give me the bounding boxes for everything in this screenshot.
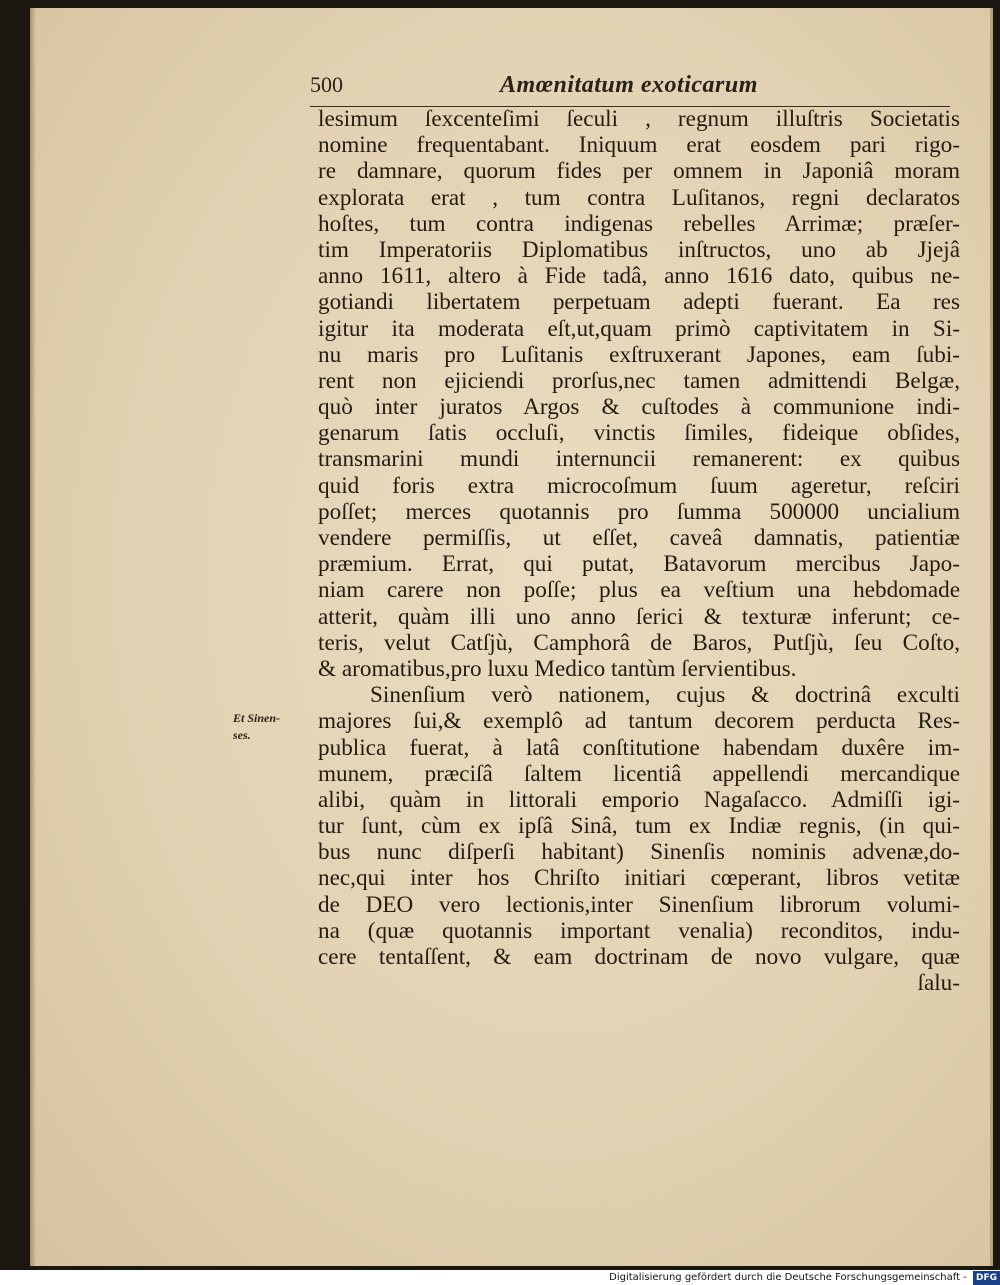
text-line: Sinenſium verò nationem, cujus & doctrinâ exculti [370, 682, 960, 709]
text-line: quò inter juratos Argos & cuſtodes à communione indi- [318, 394, 960, 421]
text-line: rent non ejiciendi prorſus,nec tamen admittendi Belgæ, [318, 367, 960, 394]
text-line: genarum ſatis occluſi, vinctis ſimiles, fideique obſides, [318, 420, 960, 447]
text-line: nomine frequentabant. Iniquum erat eosdem pari rigo- [318, 132, 960, 159]
text-line: na (quæ quotannis important venalia) reconditos, indu- [318, 917, 960, 944]
text-line: vendere permiſſis, ut eſſet, caveâ damnatis, patientiæ [318, 525, 960, 551]
text-line: lesimum ſexcenteſimi ſeculi , regnum illuſtris Societatis [318, 106, 960, 132]
body-text [318, 106, 960, 996]
margin-note [233, 710, 313, 744]
text-line: tim Imperatoriis Diplomatibus inſtructos, uno ab Jjejâ [318, 236, 960, 263]
text-line: igitur ita moderata eſt,ut,quam primò captivitatem in Si- [318, 315, 960, 342]
text-line: de DEO vero lectionis,inter Sinenſium librorum volumi- [318, 891, 960, 918]
text-line: tur ſunt, cùm ex ipſâ Sinâ, tum ex Indiæ regnis, (in qui- [318, 813, 960, 840]
margin-note-line: Et Sinen- [233, 711, 281, 725]
text-line: quid foris extra microcoſmum ſuum ageretur, reſciri [318, 472, 960, 499]
page-number: 500 [310, 72, 343, 97]
text-line: & aromatibus,pro luxu Medico tantùm ſervientibus. [318, 655, 797, 682]
text-line: majores ſui,& exemplô ad tantum decorem perducta Res- [318, 708, 960, 735]
text-line: explorata erat , tum contra Luſitanos, regni declaratos [318, 184, 960, 211]
text-line: niam carere non poſſe; plus ea veſtium una hebdomade [318, 577, 960, 604]
text-line: nu maris pro Luſitanis exſtruxerant Japones, eam ſubi- [318, 341, 960, 368]
text-line: gotiandi libertatem perpetuam adepti fuerant. Ea res [318, 289, 960, 316]
text-line: bus nunc diſperſi habitant) Sinenſis nominis advenæ,do- [318, 839, 960, 866]
text-line: anno 1611, altero à Fide tadâ, anno 1616 dato, quibus ne- [318, 263, 960, 290]
page-gutter-shadow [30, 8, 36, 1266]
text-line: cere tentaſſent, & eam doctrinam de novo vulgare, quæ [318, 944, 960, 970]
text-line: teris, velut Catſjù, Camphorâ de Baros, Putſjù, ſeu Coſto, [318, 629, 960, 656]
text-line: transmarini mundi internuncii remanerent: ex quibus [318, 446, 960, 473]
running-head [310, 72, 950, 107]
dfg-logo: DFG [973, 1271, 1000, 1285]
text-line: munem, præciſâ ſaltem licentiâ appellendi mercandique [318, 760, 960, 787]
text-line: alibi, quàm in littorali emporio Nagaſacco. Admiſſi igi- [318, 786, 960, 813]
margin-note-line: ses. [233, 728, 251, 742]
text-line: præmium. Errat, qui putat, Batavorum mercibus Japo- [318, 551, 960, 578]
text-line: publica fuerat, à latâ conſtitutione habendam duxêre im- [318, 734, 960, 761]
text-line: hoſtes, tum contra indigenas rebelles Arrimæ; præſer- [318, 210, 960, 237]
catchword: ſalu- [917, 970, 960, 997]
text-line: re damnare, quorum fides per omnem in Japoniâ moram [318, 158, 960, 185]
text-line: atterit, quàm illi uno anno ſerici & texturæ inferunt; ce- [318, 603, 960, 630]
text-line: poſſet; merces quotannis pro ſumma 500000 uncialium [318, 498, 960, 525]
text-line: nec,qui inter hos Chriſto initiari cœperant, libros vetitæ [318, 865, 960, 892]
footer-text: Digitalisierung gefördert durch die Deutsche Forschungsgemeinschaft - [609, 1272, 967, 1283]
digitization-footer [600, 1271, 1000, 1285]
running-title: Amœnitatum exoticarum [500, 72, 758, 98]
